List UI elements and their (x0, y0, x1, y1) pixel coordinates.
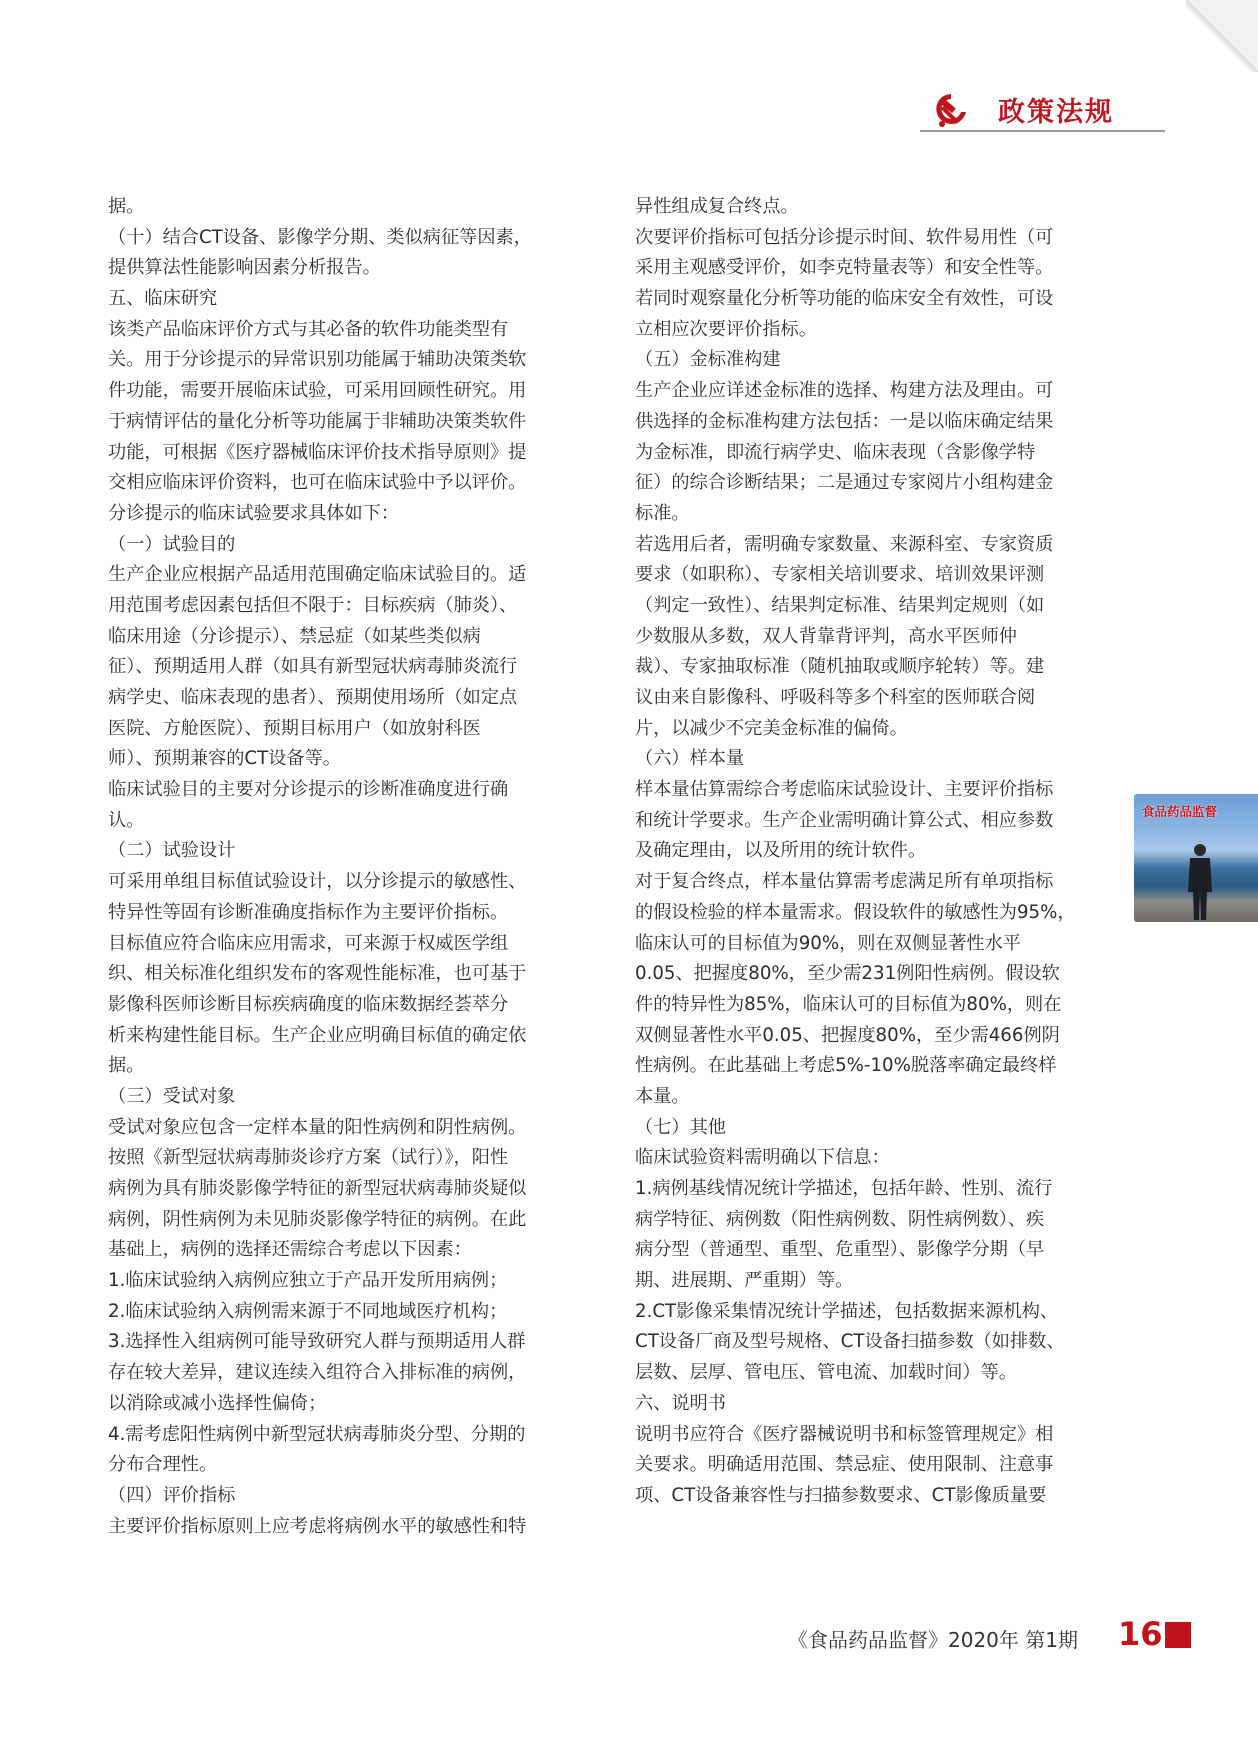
text-line: （七）其他 (635, 1116, 726, 1138)
text-line: 影像科医师诊断目标疾病确度的临床数据经荟萃分 (108, 993, 509, 1015)
text-line: 议由来自影像科、呼吸科等多个科室的医师联合阅 (635, 687, 1036, 708)
text-line: 少数服从多数，双人背靠背评判，高水平医师仲 (635, 625, 1017, 647)
text-line: 和统计学要求。生产企业需明确计算公式、相应参数 (635, 809, 1054, 831)
text-line: 生产企业应详述金标准的选择、构建方法及理由。可 (635, 380, 1054, 402)
text-line: 特异性等固有诊断准确度指标作为主要评价指标。 (108, 901, 509, 923)
text-line: 采用主观感受评价，如李克特量表等）和安全性等。 (635, 257, 1054, 279)
text-line: （十）结合CT设备、影像学分期、类似病征等因素， (108, 226, 532, 248)
text-line: 存在较大差异，建议连续入组符合入排标准的病例， (108, 1362, 527, 1384)
text-line: 2.临床试验纳入病例需来源于不同地域医疗机构； (108, 1300, 508, 1322)
text-line: 裁）、专家抽取标准（随机抽取或顺序轮转）等。建 (635, 656, 1045, 678)
page-footer (780, 1615, 1200, 1654)
text-line: 标准。 (635, 502, 690, 524)
person-by-sea-photo (1180, 842, 1220, 922)
text-line: （二）试验设计 (108, 840, 236, 862)
hammer-and-sickle-icon (930, 88, 972, 130)
text-line: 关要求。明确适用范围、禁忌症、使用限制、注意事 (635, 1454, 1054, 1476)
text-line: 以消除或减小选择性偏倚； (108, 1392, 327, 1414)
text-line: CT设备厂商及型号规格、CT设备扫描参数（如排数、 (635, 1331, 1065, 1353)
sidebar-tab-label: 食品药品监督 (1142, 804, 1218, 819)
text-line: 主要评价指标原则上应考虑将病例水平的敏感性和特 (108, 1515, 527, 1537)
text-line: 要求（如职称）、专家相关培训要求、培训效果评测 (635, 564, 1045, 586)
text-line: 供选择的金标准构建方法包括：一是以临床确定结果 (635, 410, 1054, 432)
text-line: 本量。 (635, 1085, 690, 1107)
text-line: 用范围考虑因素包括但不限于：目标疾病（肺炎）、 (108, 594, 518, 616)
text-line: 医院、方舱医院）、预期目标用户（如放射科医 (108, 717, 481, 739)
text-line: 0.05、把握度80%，至少需231例阳性病例。假设软 (635, 963, 1060, 985)
text-line: 双侧显著性水平0.05、把握度80%，至少需466例阴 (635, 1024, 1060, 1046)
text-line: 生产企业应根据产品适用范围确定临床试验目的。适 (108, 564, 527, 586)
text-line: 关。用于分诊提示的异常识别功能属于辅助决策类软 (108, 349, 527, 371)
text-line: 件功能，需要开展临床试验，可采用回顾性研究。用 (108, 380, 527, 402)
text-line: 提供算法性能影响因素分析报告。 (108, 257, 381, 279)
text-line: 六、说明书 (635, 1392, 726, 1414)
sidebar-tab[interactable] (1134, 794, 1258, 922)
text-line: 按照《新型冠状病毒肺炎诊疗方案（试行）》，阳性 (108, 1147, 509, 1169)
header-rule (920, 130, 1165, 132)
text-line: 师）、预期兼容的CT设备等。 (108, 748, 341, 770)
text-line: （六）样本量 (635, 748, 745, 770)
text-line: 可采用单组目标值试验设计，以分诊提示的敏感性、 (108, 871, 527, 893)
text-line: 2.CT影像采集情况统计学描述，包括数据来源机构、 (635, 1300, 1059, 1322)
text-line: （四）评价指标 (108, 1484, 236, 1506)
text-line: 若选用后者，需明确专家数量、来源科室、专家资质 (635, 533, 1054, 555)
text-line: 样本量估算需综合考虑临床试验设计、主要评价指标 (635, 779, 1054, 801)
text-line: 析来构建性能目标。生产企业应明确目标值的确定依 (108, 1024, 527, 1046)
text-line: 若同时观察量化分析等功能的临床安全有效性，可设 (635, 288, 1054, 310)
text-line: 项、CT设备兼容性与扫描参数要求、CT影像质量要 (635, 1484, 1047, 1506)
text-line: 为金标准，即流行病学史、临床表现（含影像学特 (635, 441, 1036, 463)
section-title: 政策法规 (998, 97, 1114, 128)
text-line: 期、进展期、严重期）等。 (635, 1270, 854, 1292)
text-line: 说明书应符合《医疗器械说明书和标签管理规定》相 (635, 1423, 1054, 1445)
text-line: 病学特征、病例数（阳性病例数、阴性病例数）、疾 (635, 1208, 1045, 1230)
text-line: 病例，阴性病例为未见肺炎影像学特征的病例。在此 (108, 1208, 527, 1230)
text-line: 病分型（普通型、重型、危重型）、影像学分期（早 (635, 1239, 1045, 1261)
text-line: 临床认可的目标值为90%，则在双侧显著性水平 (635, 932, 1021, 954)
text-line: 功能，可根据《医疗器械临床评价技术指导原则》提 (108, 441, 527, 463)
text-line: 目标值应符合临床应用需求，可来源于权威医学组 (108, 932, 509, 954)
text-line: （五）金标准构建 (635, 349, 781, 371)
page-number: 16 (1118, 1615, 1163, 1653)
text-line: 及确定理由，以及所用的统计软件。 (635, 840, 927, 862)
text-line: 该类产品临床评价方式与其必备的软件功能类型有 (108, 318, 509, 340)
text-line: 3.选择性入组病例可能导致研究人群与预期适用人群 (108, 1331, 526, 1353)
right-text-column (635, 192, 1100, 1512)
text-line: 1.病例基线情况统计学描述，包括年龄、性别、流行 (635, 1178, 1053, 1199)
text-line: 分诊提示的临床试验要求具体如下： (108, 502, 400, 524)
text-line: 对于复合终点，样本量估算需考虑满足所有单项指标 (635, 871, 1054, 893)
text-line: （三）受试对象 (108, 1085, 236, 1107)
text-line: 交相应临床评价资料，也可在临床试验中予以评价。 (108, 472, 527, 494)
text-line: 征）的综合诊断结果；二是通过专家阅片小组构建金 (635, 472, 1054, 494)
text-line: （一）试验目的 (108, 533, 236, 555)
text-line: （判定一致性）、结果判定标准、结果判定规则（如 (635, 594, 1045, 616)
text-line: 征）、预期适用人群（如具有新型冠状病毒肺炎流行 (108, 656, 518, 678)
left-text-column (108, 192, 574, 1542)
journal-issue: 《食品药品监督》2020年 第1期 (788, 1628, 1078, 1652)
text-line: 据。 (108, 1055, 145, 1077)
text-line: 异性组成复合终点。 (635, 196, 799, 217)
text-line: 基础上，病例的选择还需综合考虑以下因素： (108, 1239, 472, 1261)
text-line: 1.临床试验纳入病例应独立于产品开发所用病例； (108, 1270, 508, 1292)
text-line: 据。 (108, 196, 145, 217)
text-line: 病学史、临床表现的患者）、预期使用场所（如定点 (108, 687, 518, 708)
text-line: 4.需考虑阳性病例中新型冠状病毒肺炎分型、分期的 (108, 1423, 526, 1445)
text-line: 临床试验资料需明确以下信息： (635, 1147, 890, 1169)
text-line: 性病例。在此基础上考虑5%-10%脱落率确定最终样 (635, 1055, 1057, 1077)
text-line: 层数、层厚、管电压、管电流、加载时间）等。 (635, 1362, 1017, 1384)
text-line: 织、相关标准化组织发布的客观性能标准，也可基于 (108, 963, 527, 985)
text-line: 立相应次要评价指标。 (635, 318, 817, 340)
text-line: 次要评价指标可包括分诊提示时间、软件易用性（可 (635, 226, 1054, 248)
text-line: 五、临床研究 (108, 288, 218, 310)
page-marker-square (1165, 1622, 1191, 1648)
text-line: 件的特异性为85%，临床认可的目标值为80%，则在 (635, 993, 1062, 1015)
text-line: 分布合理性。 (108, 1454, 218, 1476)
text-line: 病例为具有肺炎影像学特征的新型冠状病毒肺炎疑似 (108, 1178, 527, 1199)
text-line: 片，以减少不完美金标准的偏倚。 (635, 717, 908, 739)
text-line: 于病情评估的量化分析等功能属于非辅助决策类软件 (108, 410, 527, 432)
text-line: 受试对象应包含一定样本量的阳性病例和阴性病例。 (108, 1116, 527, 1138)
section-header (920, 84, 1165, 132)
text-line: 认。 (108, 809, 145, 831)
text-line: 临床用途（分诊提示）、禁忌症（如某些类似病 (108, 625, 481, 647)
page-corner-fold (1186, 0, 1258, 72)
text-line: 临床试验目的主要对分诊提示的诊断准确度进行确 (108, 779, 509, 801)
text-line: 的假设检验的样本量需求。假设软件的敏感性为95%， (635, 901, 1076, 923)
